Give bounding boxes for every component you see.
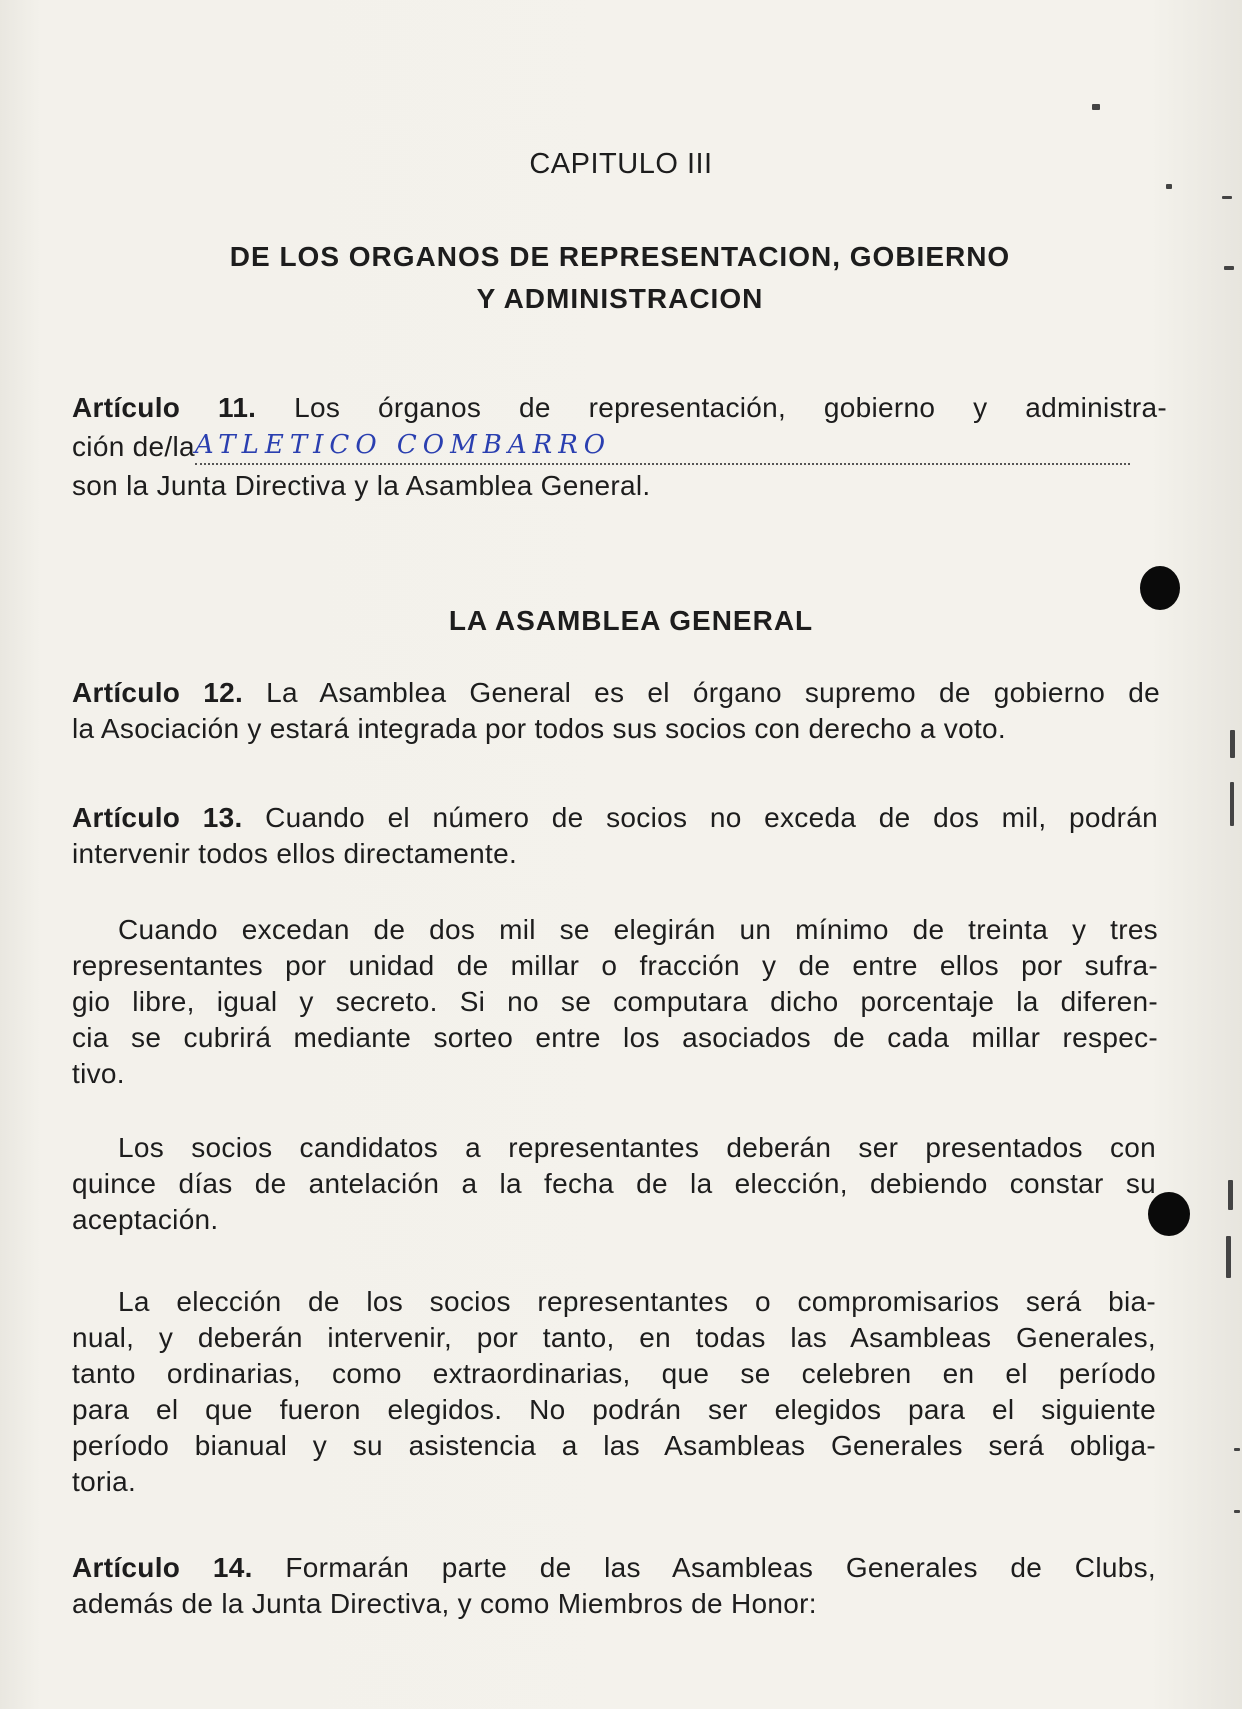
article-13-line2: intervenir todos ellos directamente. — [72, 838, 518, 869]
section-title-line2: Y ADMINISTRACION — [476, 283, 764, 314]
scan-speck — [1224, 266, 1234, 270]
article-11 — [72, 390, 1167, 504]
scan-speck — [1230, 730, 1235, 758]
entity-name-field — [195, 426, 1130, 465]
handwritten-club-name: ATLETICO COMBARRO — [194, 430, 612, 460]
scan-speck — [1234, 1448, 1240, 1451]
paragraph-line: toria. — [72, 1466, 137, 1497]
article-13-line1-text: Cuando el número de socios no exceda de dos mil, podrán — [265, 802, 1158, 833]
scan-speck — [1222, 196, 1232, 199]
article-12-line1 — [72, 675, 1160, 711]
article-13 — [72, 800, 1158, 872]
article-11-line3: son la Junta Directiva y la Asamblea General. — [72, 470, 651, 501]
section-title-line1: DE LOS ORGANOS DE REPRESENTACION, GOBIERNO — [229, 241, 1011, 272]
paragraph-line: período bianual y su asistencia a las Asambleas Generales será obliga- — [72, 1430, 1156, 1461]
paragraph-line: aceptación. — [72, 1204, 219, 1235]
article-12 — [72, 675, 1160, 747]
punch-hole-middle — [1148, 1192, 1190, 1236]
article-14-line1-text: Formarán parte de las Asambleas Generales de Clubs, — [285, 1552, 1156, 1583]
article-11-line2 — [72, 426, 1167, 462]
scan-speck — [1226, 1236, 1231, 1278]
paragraph-line: tanto ordinarias, como extraordinarias, que se celebren en el período — [72, 1358, 1156, 1389]
scan-speck — [1228, 1180, 1233, 1210]
scan-speck — [1166, 184, 1172, 189]
chapter-heading: CAPITULO III — [529, 148, 713, 180]
paragraph-line: cia se cubrirá mediante sorteo entre los asociados de cada millar respec- — [72, 1022, 1158, 1053]
article-11-label: Artículo 11. — [72, 392, 257, 423]
subheading-asamblea-general: LA ASAMBLEA GENERAL — [448, 605, 814, 636]
paragraph-line: Los socios candidatos a representantes deberán ser presentados con — [118, 1132, 1156, 1163]
article-11-line2-prefix: ción de/la — [72, 431, 195, 462]
article-14 — [72, 1550, 1156, 1622]
scan-speck — [1092, 104, 1100, 110]
paragraph-cuando-excedan — [72, 912, 1158, 1092]
article-13-line1 — [72, 800, 1158, 836]
scan-speck — [1230, 782, 1234, 826]
scan-speck — [1234, 1510, 1240, 1513]
article-12-line2: la Asociación y estará integrada por todos sus socios con derecho a voto. — [72, 713, 1006, 744]
article-13-label: Artículo 13. — [72, 802, 243, 833]
article-14-line2: además de la Junta Directiva, y como Miembros de Honor: — [72, 1588, 817, 1619]
article-12-line1-text: La Asamblea General es el órgano supremo de gobierno de — [266, 677, 1160, 708]
article-14-label: Artículo 14. — [72, 1552, 253, 1583]
paragraph-line: La elección de los socios representantes o compromisarios será bia- — [118, 1286, 1156, 1317]
punch-hole-top — [1140, 566, 1180, 610]
paragraph-line: Cuando excedan de dos mil se elegirán un mínimo de treinta y tres — [118, 914, 1158, 945]
paragraph-line: gio libre, igual y secreto. Si no se computara dicho porcentaje la diferen- — [72, 986, 1158, 1017]
article-14-line1 — [72, 1550, 1156, 1586]
section-title — [120, 236, 1120, 320]
paragraph-eleccion — [72, 1284, 1156, 1500]
article-12-label: Artículo 12. — [72, 677, 244, 708]
paragraph-line: para el que fueron elegidos. No podrán ser elegidos para el siguiente — [72, 1394, 1156, 1425]
paragraph-line: representantes por unidad de millar o fracción y de entre ellos por sufra- — [72, 950, 1158, 981]
paragraph-line: tivo. — [72, 1058, 125, 1089]
article-11-line1 — [72, 390, 1167, 426]
paragraph-line: quince días de antelación a la fecha de la elección, debiendo constar su — [72, 1168, 1156, 1199]
article-11-line1-text: Los órganos de representación, gobierno y administra- — [294, 392, 1167, 423]
paragraph-line: nual, y deberán intervenir, por tanto, en todas las Asambleas Generales, — [72, 1322, 1156, 1353]
paragraph-socios-candidatos — [72, 1130, 1156, 1238]
